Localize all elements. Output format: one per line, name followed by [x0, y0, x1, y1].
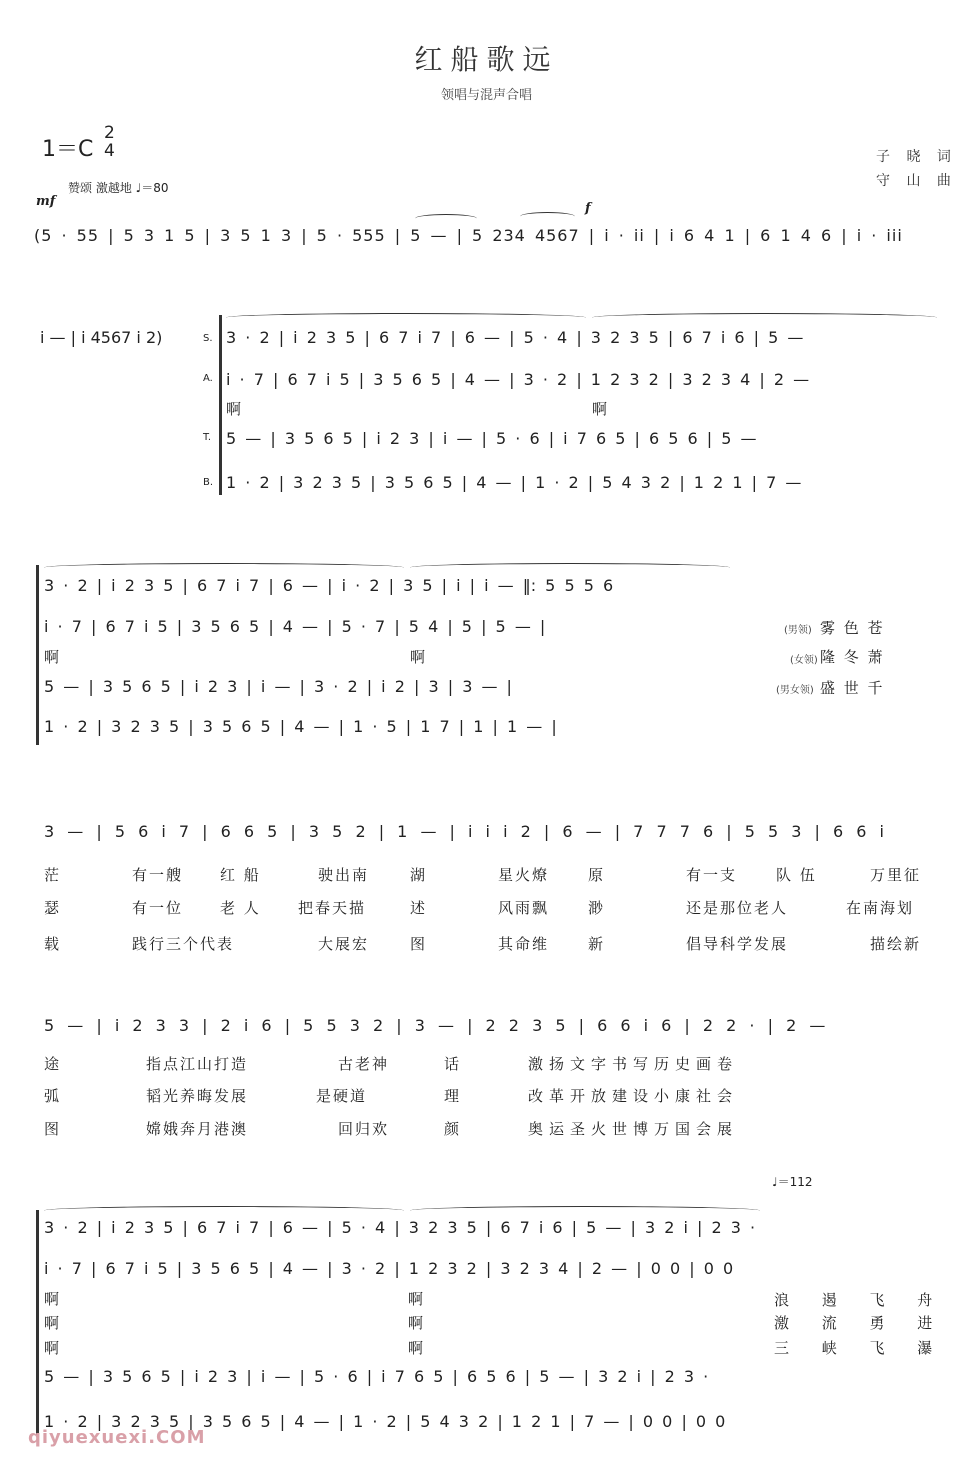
slur: [520, 212, 575, 221]
alto-ah-3: 啊: [44, 648, 60, 666]
phrase-slur: [410, 1206, 760, 1215]
v3b-0: 图: [44, 1120, 60, 1138]
v1b-2: 古老神: [338, 1055, 390, 1073]
solo-mixed: (男女领): [776, 685, 814, 696]
alto-ah-1: 啊: [226, 400, 242, 418]
ah-6e: 啊: [44, 1339, 60, 1357]
v2-6: 渺: [588, 899, 606, 917]
v3-0: 载: [44, 935, 60, 953]
phrase-slur: [226, 313, 586, 322]
page-title: 红船歌远: [414, 43, 559, 76]
dynamic-mf: mf: [36, 194, 56, 209]
page-subtitle: 领唱与混声合唱: [440, 88, 532, 103]
v3-4: 其命维: [498, 935, 550, 953]
system2-tenor: 5 — | 3 5 6 5 | i 2 3 | i — | 5 · 6 | i 7 6 5 | 6 5 6 | 5 —: [226, 429, 757, 448]
lyric-line3: 盛 世 千: [820, 679, 885, 697]
v2-1: 有一位: [132, 899, 184, 917]
v1-6: 原: [588, 866, 606, 884]
v2b-3: 理: [444, 1087, 462, 1105]
lyric-6-3: 三 峡 飞 瀑: [774, 1339, 935, 1357]
ah-6d: 啊: [408, 1314, 424, 1332]
v1-4: 湖: [410, 866, 428, 884]
phrase-slur: [44, 1206, 404, 1215]
v3b-1: 嫦娥奔月港澳: [146, 1120, 249, 1138]
v3-2: 大展宏: [318, 935, 370, 953]
system1-notes: (5 · 55 | 5 3 1 5 | 3 5 1 3 | 5 · 555 | 5 — | 5 234 4567 | i · ii | i 6 4 1 | 6 1 4 6 | i · iii: [34, 226, 903, 245]
v1b-1: 指点江山打造: [146, 1055, 249, 1073]
system6-alto: i · 7 | 6 7 i 5 | 3 5 6 5 | 4 — | 3 · 2 | 1 2 3 2 | 3 2 3 4 | 2 — | 0 0 | 0 0: [44, 1259, 734, 1278]
system4-notes: 3 — | 5 6 i 7 | 6 6 5 | 3 5 2 | 1 — | i i i 2 | 6 — | 7 7 7 6 | 5 5 3 | 6 6 i: [44, 822, 885, 841]
tempo-marking: 赞颂 激越地 ♩＝80: [68, 181, 169, 195]
ah-6a: 啊: [44, 1290, 60, 1308]
system2-soprano: 3 · 2 | i 2 3 5 | 6 7 i 7 | 6 — | 5 · 4 | 3 2 3 5 | 6 7 i 6 | 5 —: [226, 328, 804, 347]
v1-3: 驶出南: [318, 866, 370, 884]
tenor-label: T.: [203, 432, 212, 443]
time-bottom: 4: [104, 141, 115, 161]
watermark: qiyuexuexi.COM: [28, 1427, 206, 1448]
system2-intro: i — | i 4567 i 2): [40, 328, 163, 347]
ah-6b: 啊: [408, 1290, 424, 1308]
system6-soprano: 3 · 2 | i 2 3 5 | 6 7 i 7 | 6 — | 5 · 4 | 3 2 3 5 | 6 7 i 6 | 5 — | 3 2 i | 2 3 ·: [44, 1218, 756, 1237]
key-signature: 1＝C: [42, 137, 94, 162]
phrase-slur: [592, 313, 937, 322]
v2b-0: 弧: [44, 1087, 60, 1105]
v2-3: 把春天描: [298, 899, 367, 917]
system2-alto: i · 7 | 6 7 i 5 | 3 5 6 5 | 4 — | 3 · 2 | 1 2 3 2 | 3 2 3 4 | 2 —: [226, 370, 810, 389]
choir-brace: [36, 1210, 39, 1435]
v3-1: 践行三个代表: [132, 935, 235, 953]
ah-6c: 啊: [44, 1314, 60, 1332]
alto-ah-4: 啊: [410, 648, 426, 666]
lyric-6-2: 激 流 勇 进: [774, 1314, 935, 1332]
v2-8: 在南海划: [846, 899, 915, 917]
phrase-slur: [410, 563, 730, 572]
system3-alto: i · 7 | 6 7 i 5 | 3 5 6 5 | 4 — | 5 · 7 | 5 4 | 5 | 5 — |: [44, 617, 546, 636]
v3b-4: 奥运圣火世博万国会展: [528, 1120, 739, 1138]
system6-tenor: 5 — | 3 5 6 5 | i 2 3 | i — | 5 · 6 | i 7 6 5 | 6 5 6 | 5 — | 3 2 i | 2 3 ·: [44, 1367, 709, 1386]
v2-5: 风雨飘: [498, 899, 550, 917]
v3-6: 倡导科学发展: [686, 935, 789, 953]
system3-soprano: 3 · 2 | i 2 3 5 | 6 7 i 7 | 6 — | i · 2 | 3 5 | i | i — ‖: 5 5 5 6: [44, 576, 614, 595]
v2b-2: 是硬道: [316, 1087, 368, 1105]
solo-male: (男领): [784, 625, 812, 636]
v2-4: 述: [410, 899, 428, 917]
system3-bass: 1 · 2 | 3 2 3 5 | 3 5 6 5 | 4 — | 1 · 5 | 1 7 | 1 | 1 — |: [44, 717, 557, 736]
v1-1: 有一艘: [132, 866, 184, 884]
lyric-line1: 雾 色 苍: [820, 619, 885, 637]
system3-tenor: 5 — | 3 5 6 5 | i 2 3 | i — | 3 · 2 | i 2 | 3 | 3 — |: [44, 677, 512, 696]
v3-3: 图: [410, 935, 428, 953]
alto-ah-2: 啊: [592, 400, 608, 418]
v2-0: 瑟: [44, 899, 60, 917]
lyric-6-1: 浪 遏 飞 舟: [774, 1291, 935, 1309]
choir-brace: [36, 565, 39, 745]
v3b-3: 颜: [444, 1120, 462, 1138]
system6-bass: 1 · 2 | 3 2 3 5 | 3 5 6 5 | 4 — | 1 · 2 | 5 4 3 2 | 1 2 1 | 7 — | 0 0 | 0 0: [44, 1412, 726, 1431]
composer: 守 山 曲: [876, 173, 957, 189]
lyric-line2: 隆 冬 萧: [820, 648, 885, 666]
phrase-slur: [44, 563, 404, 572]
dynamic-f: f: [585, 201, 591, 216]
v3b-2: 回归欢: [338, 1120, 390, 1138]
v2b-1: 韬光养晦发展: [146, 1087, 249, 1105]
solo-female: (女领): [790, 655, 818, 666]
v1-5: 星火燎: [498, 866, 550, 884]
v1b-0: 途: [44, 1055, 60, 1073]
alto-label: A.: [203, 373, 213, 384]
lyricist: 子 晓 词: [876, 149, 957, 165]
system2-bass: 1 · 2 | 3 2 3 5 | 3 5 6 5 | 4 — | 1 · 2 | 5 4 3 2 | 1 2 1 | 7 —: [226, 473, 802, 492]
v1-9: 万里征: [870, 866, 922, 884]
ah-6f: 啊: [408, 1339, 424, 1357]
v1-7: 有一支: [686, 866, 738, 884]
time-signature: [104, 124, 115, 160]
system5-notes: 5 — | i 2 3 3 | 2 i 6 | 5 5 3 2 | 3 — | 2 2 3 5 | 6 6 i 6 | 2 2 · | 2 —: [44, 1016, 827, 1035]
v3-5: 新: [588, 935, 606, 953]
time-top: 2: [104, 123, 115, 143]
v2b-4: 改革开放建设小康社会: [528, 1087, 739, 1105]
slur: [415, 214, 477, 223]
soprano-label: S.: [203, 333, 213, 344]
v2-7: 还是那位老人: [686, 899, 789, 917]
v1b-4: 激扬文字书写历史画卷: [528, 1055, 739, 1073]
bass-label: B.: [203, 477, 214, 488]
choir-brace: [219, 315, 222, 495]
v2-2: 老 人: [220, 899, 261, 917]
v3-7: 描绘新: [870, 935, 922, 953]
v1b-3: 话: [444, 1055, 462, 1073]
v1-2: 红 船: [220, 866, 261, 884]
tempo-fast: ♩＝112: [772, 1175, 813, 1189]
v1-8: 队 伍: [776, 866, 817, 884]
v1-0: 茫: [44, 866, 60, 884]
